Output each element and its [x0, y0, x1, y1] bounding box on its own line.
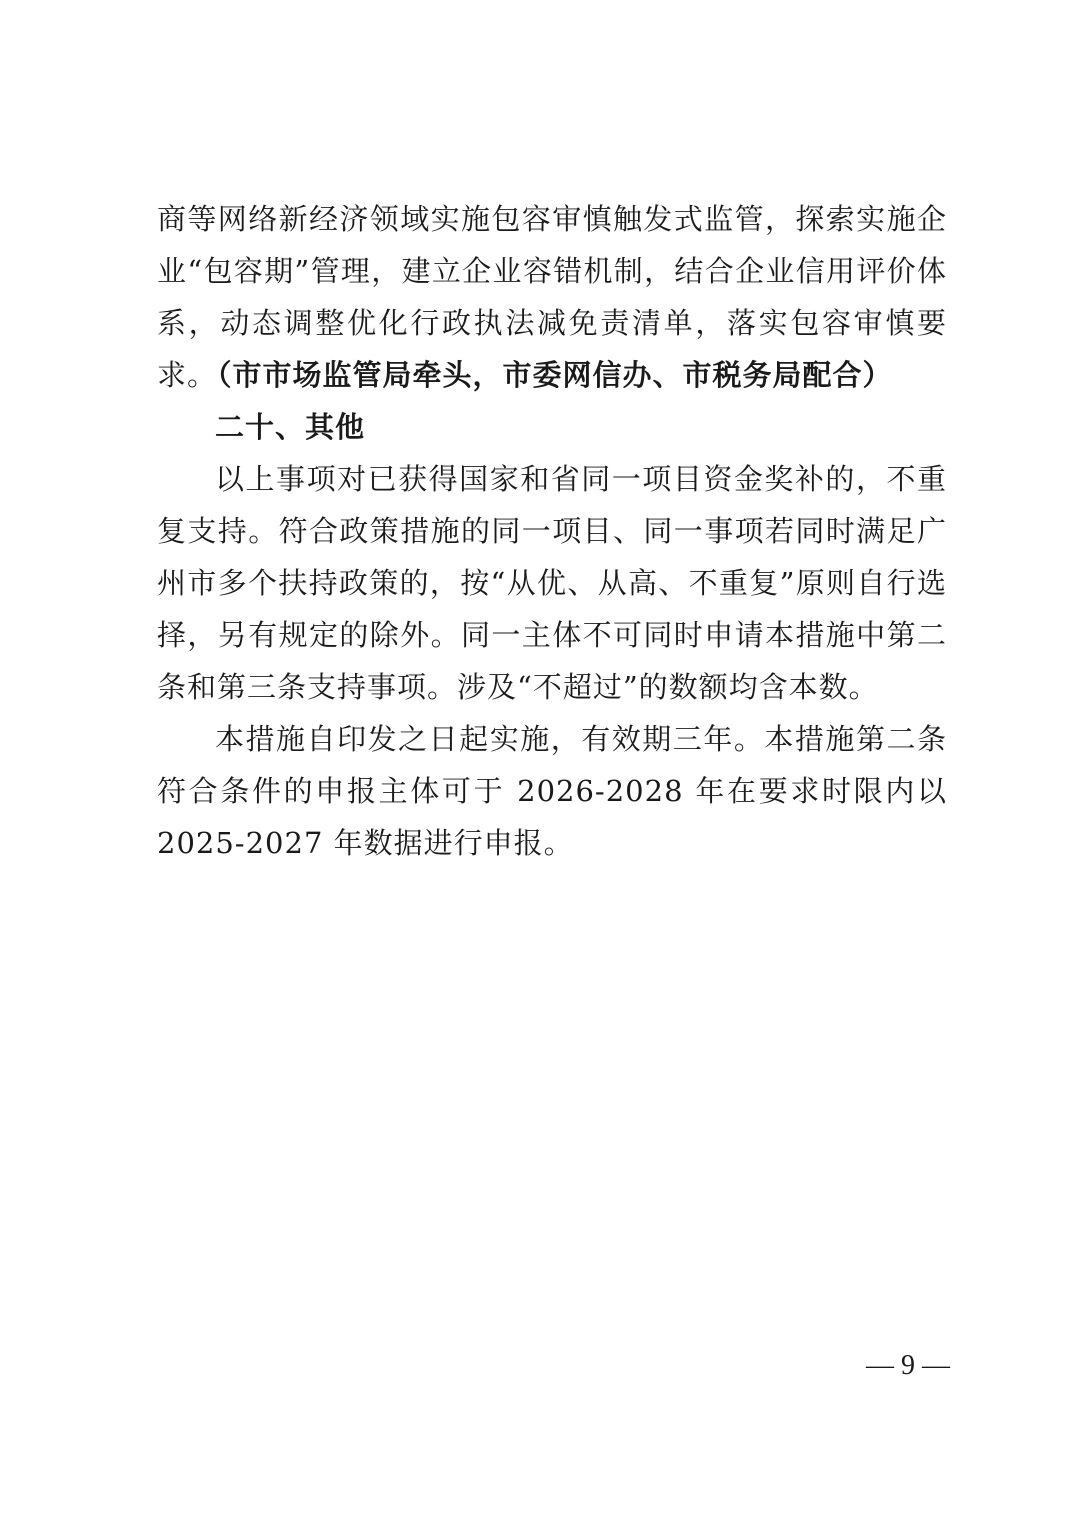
page-number: — 9 — — [866, 1350, 950, 1381]
document-body — [157, 193, 947, 869]
paragraph-other-provisions: 以上事项对已获得国家和省同一项目资金奖补的，不重复支持。符合政策措施的同一项目、同一事项若同时满足广州市多个扶持政策的，按“从优、从高、不重复”原则自行选择，另有规定的除外。同一主体不可同时申请本措施中第二条和第三条支持事项。涉及“不超过”的数额均含本数。 — [157, 462, 947, 704]
section-heading: 二十、其他 — [215, 410, 366, 444]
paragraph-effective-date: 本措施自印发之日起实施，有效期三年。本措施第二条符合条件的申报主体可于 2026-2028 年在要求时限内以 2025-2027 年数据进行申报。 — [157, 722, 947, 860]
paragraph-continuation — [157, 193, 947, 401]
responsible-departments-note: （市市场监管局牵头，市委网信办、市税务局配合） — [217, 358, 893, 392]
paragraph-continuation-text: 商等网络新经济领域实施包容审慎触发式监管，探索实施企业“包容期”管理，建立企业容错机制，结合企业信用评价体系，动态调整优化行政执法减免责清单，落实包容审慎要求。 — [157, 202, 947, 392]
